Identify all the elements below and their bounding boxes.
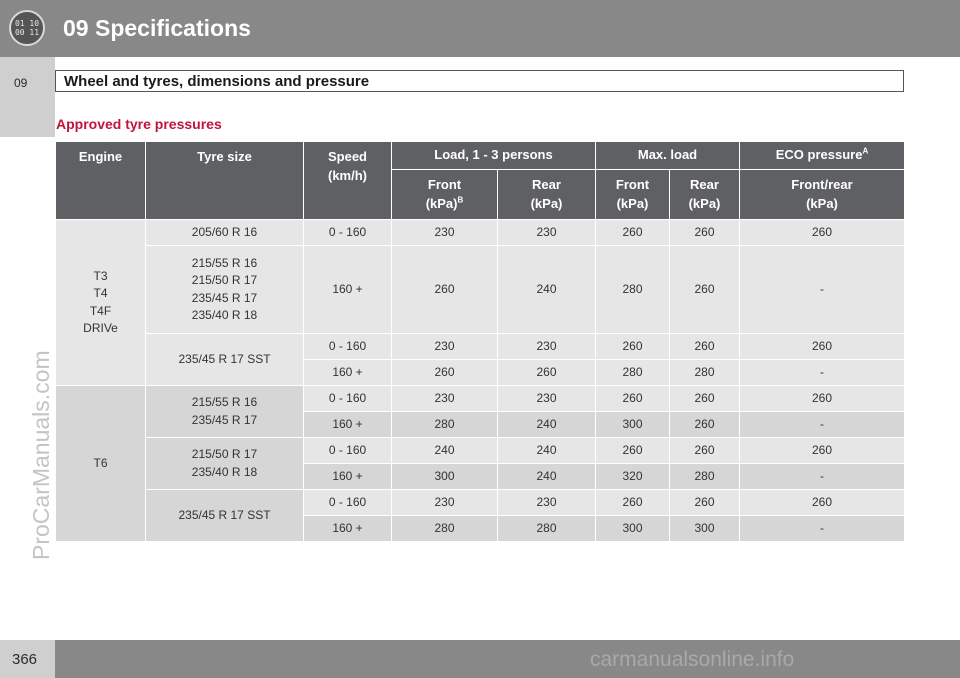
pressure-cell-load-front: 280 — [391, 411, 497, 437]
tyre-size: 235/45 R 17 SST — [178, 351, 271, 366]
pressure-cell-load-front: 230 — [391, 333, 497, 359]
tyre-size-cell — [145, 333, 303, 385]
svg-text:00 11: 00 11 — [14, 28, 40, 37]
pressure-cell-speed: 160 + — [303, 411, 391, 437]
pressure-cell-max-front: 260 — [595, 219, 669, 245]
header-max-front: Front (kPa) — [595, 169, 669, 219]
pressure-cell-max-rear: 260 — [669, 437, 739, 463]
engine-cell — [56, 385, 145, 541]
section-title: Wheel and tyres, dimensions and pressure — [64, 73, 370, 90]
pressure-cell-speed: 0 - 160 — [303, 489, 391, 515]
tyre-size-cell — [145, 219, 303, 245]
pressure-cell-max-front: 260 — [595, 489, 669, 515]
pressure-cell-max-rear: 260 — [669, 489, 739, 515]
engine-name: T6 — [93, 455, 108, 470]
pressure-cell-speed: 160 + — [303, 515, 391, 541]
engine-name: DRIVe — [83, 320, 118, 335]
pressure-cell-load-rear: 240 — [497, 463, 595, 489]
pressure-cell-eco: - — [739, 359, 904, 385]
pressure-cell-speed: 0 - 160 — [303, 437, 391, 463]
header-max-rear: Rear (kPa) — [669, 169, 739, 219]
tyre-size-cell — [145, 385, 303, 437]
pressure-cell-load-front: 230 — [391, 219, 497, 245]
tyre-size-cell — [145, 437, 303, 489]
pressure-cell-load-rear: 240 — [497, 245, 595, 333]
pressure-cell-speed: 160 + — [303, 359, 391, 385]
header-eco-front-rear: Front/rear (kPa) — [739, 169, 904, 219]
engine-name: T3 — [93, 268, 108, 283]
pressure-cell-load-front: 260 — [391, 359, 497, 385]
header-max-load-group: Max. load — [595, 142, 739, 169]
header-speed: Speed (km/h) — [303, 142, 391, 219]
chapter-binary-icon — [9, 10, 45, 46]
pressure-cell-load-front: 280 — [391, 515, 497, 541]
pressure-cell-eco: - — [739, 245, 904, 333]
page-number: 366 — [12, 651, 38, 668]
pressure-cell-max-front: 300 — [595, 515, 669, 541]
pressure-cell-load-front: 230 — [391, 385, 497, 411]
header-load-rear: Rear (kPa) — [497, 169, 595, 219]
header-load-group: Load, 1 - 3 persons — [391, 142, 595, 169]
pressure-cell-eco: 260 — [739, 333, 904, 359]
pressure-cell-max-front: 280 — [595, 359, 669, 385]
pressure-cell-load-rear: 230 — [497, 219, 595, 245]
header-load-front: Front (kPa)$^B$ — [391, 169, 497, 219]
tyre-size: 215/55 R 16 — [191, 395, 258, 410]
tyre-size: 215/50 R 17 — [191, 273, 258, 288]
pressure-cell-load-rear: 230 — [497, 489, 595, 515]
pressure-cell-eco: 260 — [739, 385, 904, 411]
pressure-cell-load-rear: 240 — [497, 437, 595, 463]
pressure-cell-eco: 260 — [739, 489, 904, 515]
pressure-cell-speed: 0 - 160 — [303, 219, 391, 245]
pressure-cell-load-rear: 230 — [497, 333, 595, 359]
pressure-cell-speed: 160 + — [303, 245, 391, 333]
pressure-cell-max-front: 260 — [595, 437, 669, 463]
pressure-cell-max-rear: 260 — [669, 411, 739, 437]
chapter-tab-label: 09 — [14, 76, 28, 90]
pressure-cell-max-rear: 260 — [669, 385, 739, 411]
pressure-cell-max-front: 260 — [595, 385, 669, 411]
pressure-cell-max-rear: 300 — [669, 515, 739, 541]
pressure-cell-max-front: 320 — [595, 463, 669, 489]
pressure-cell-load-front: 240 — [391, 437, 497, 463]
pressure-cell-eco: 260 — [739, 437, 904, 463]
tyre-size-cell — [145, 245, 303, 333]
subheading: Approved tyre pressures — [56, 116, 222, 132]
pressure-cell-speed: 160 + — [303, 463, 391, 489]
pressure-cell-max-front: 260 — [595, 333, 669, 359]
tyre-size: 205/60 R 16 — [191, 224, 258, 239]
tyre-size: 235/45 R 17 — [191, 412, 258, 427]
pressure-cell-load-front: 260 — [391, 245, 497, 333]
header-engine: Engine — [56, 142, 145, 219]
footer-band — [0, 640, 960, 678]
pressure-cell-max-front: 300 — [595, 411, 669, 437]
pressure-cell-load-rear: 230 — [497, 385, 595, 411]
pressure-cell-max-rear: 260 — [669, 333, 739, 359]
tyre-size: 215/50 R 17 — [191, 447, 258, 462]
tyre-size: 235/45 R 17 — [191, 290, 258, 305]
pressure-cell-load-rear: 240 — [497, 411, 595, 437]
pressure-cell-load-rear: 260 — [497, 359, 595, 385]
pressure-cell-speed: 0 - 160 — [303, 385, 391, 411]
pressure-cell-max-rear: 280 — [669, 359, 739, 385]
engine-cell — [56, 219, 145, 385]
chapter-title: 09 Specifications — [63, 15, 251, 41]
pressure-cell-eco: - — [739, 515, 904, 541]
pressure-cell-load-front: 300 — [391, 463, 497, 489]
chapter-tab — [0, 57, 55, 137]
tyre-size: 235/45 R 17 SST — [178, 507, 271, 522]
pressure-cell-load-front: 230 — [391, 489, 497, 515]
engine-name: T4 — [93, 286, 108, 301]
pressure-cell-max-rear: 260 — [669, 245, 739, 333]
pressure-cell-max-rear: 280 — [669, 463, 739, 489]
footer-watermark: carmanualsonline.info — [590, 648, 795, 671]
pressure-cell-eco: - — [739, 463, 904, 489]
pressure-cell-eco: - — [739, 411, 904, 437]
side-watermark: ProCarManuals.com — [28, 350, 54, 560]
pressure-cell-load-rear: 280 — [497, 515, 595, 541]
header-eco-group: ECO pressure$^A$ — [739, 142, 904, 169]
tyre-size: 235/40 R 18 — [191, 464, 258, 479]
tyre-size: 235/40 R 18 — [191, 307, 258, 322]
pressure-cell-speed: 0 - 160 — [303, 333, 391, 359]
engine-name: T4F — [89, 303, 112, 318]
pressure-cell-eco: 260 — [739, 219, 904, 245]
svg-text:01 10: 01 10 — [14, 19, 40, 28]
header-tyre-size: Tyre size — [145, 142, 303, 219]
pressure-cell-max-front: 280 — [595, 245, 669, 333]
tyre-size: 215/55 R 16 — [191, 255, 258, 270]
pressure-cell-max-rear: 260 — [669, 219, 739, 245]
tyre-size-cell — [145, 489, 303, 541]
